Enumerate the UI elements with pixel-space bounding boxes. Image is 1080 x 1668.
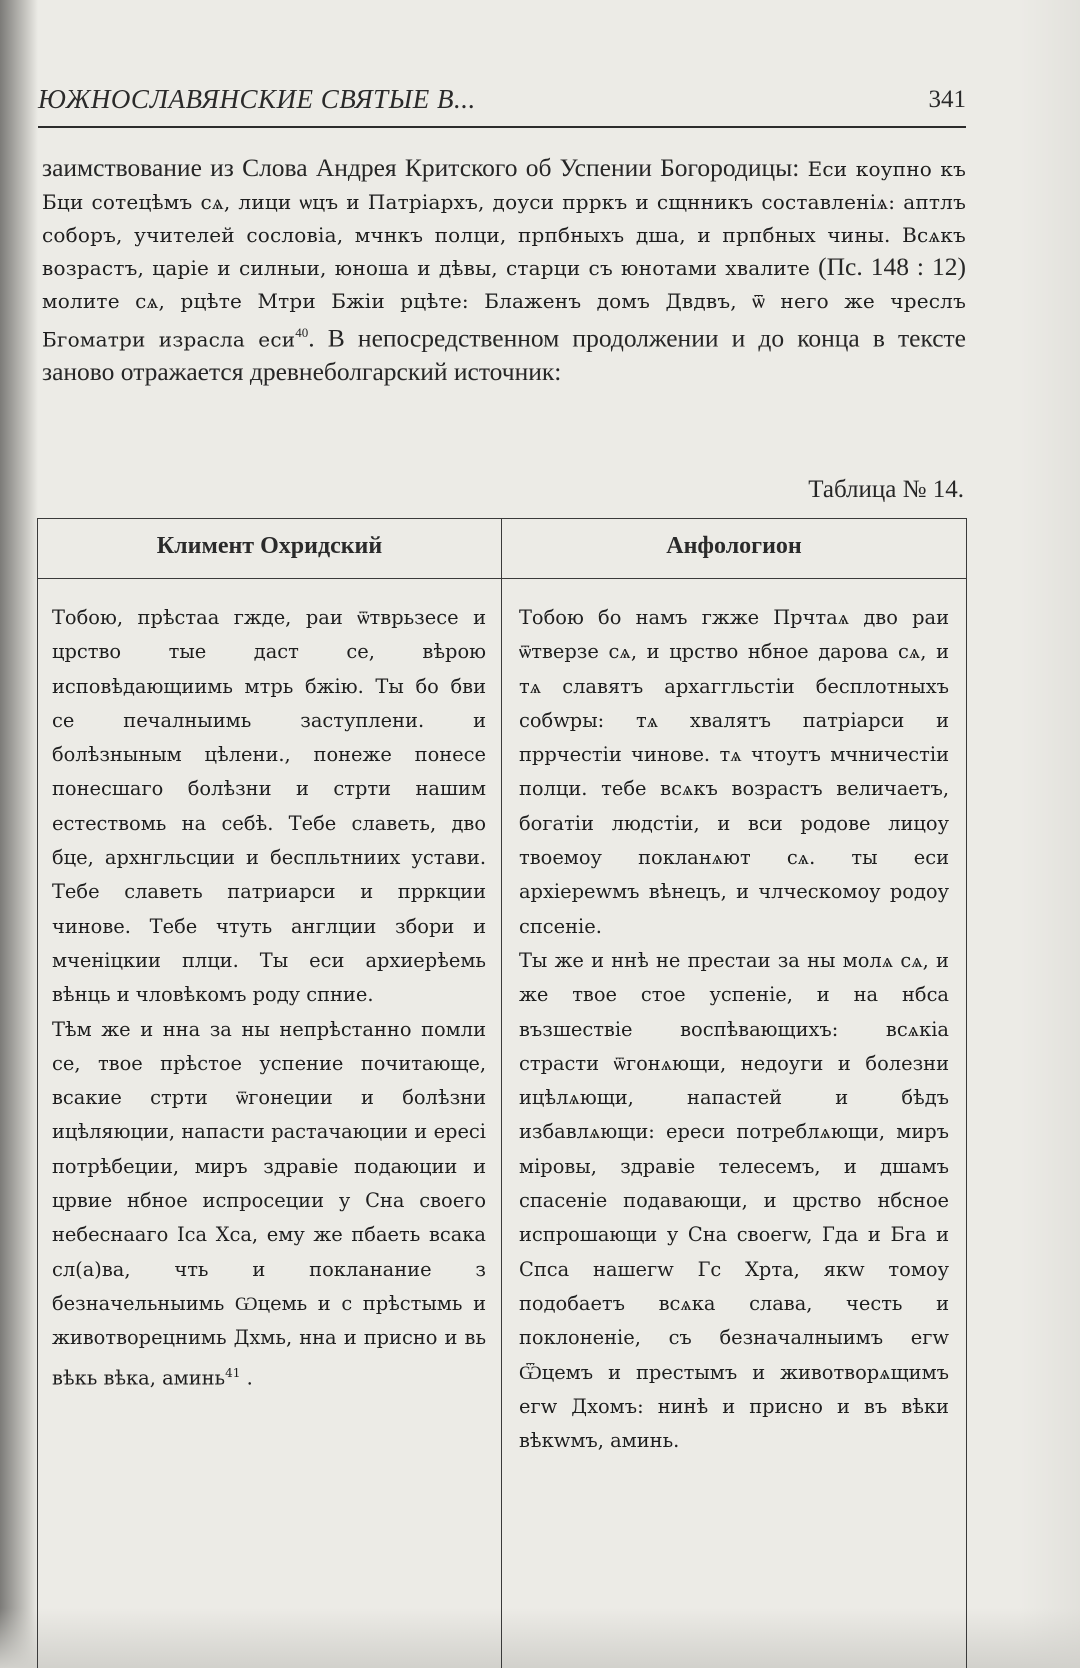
header-rule <box>38 578 966 579</box>
column-header-kliment: Климент Охридский <box>156 533 383 559</box>
page-gutter-shadow <box>0 0 38 1668</box>
anfologion-paragraph-2: Ты же и ннѣ не престаи за ны молѧ сѧ, и же твое стое успеніе, и на нбса възшествіе воспѣвающихъ: всѧкіа страсти ѿгонѧющи, недоуги и болезни ицѣлѧющи, напастей и бѣдъ избавлѧющи: ереси потреблѧющи, миръ міровы, здравіе телесемъ, и дшамъ спасеніе подавающи, и црство нбсное испрошающи у Сна своегw, Гда и Бга и Спса нашегw Гс Хрта, якw томоу подобаетъ всѧка слава, честь и поклоненіе, съ безначалныимъ егw Ѿцемъ и престымъ и животворѧщимъ егw Дхомъ: нинѣ и присно и въ вѣки вѣкwмъ, аминь. <box>519 948 949 1453</box>
running-title: ЮЖНОСЛАВЯНСКИЕ СВЯТЫЕ В... <box>38 84 476 114</box>
psalm-reference: (Пс. 148 : 12) <box>818 252 967 281</box>
column-header-anfologion: Анфологион <box>666 533 802 559</box>
kliment-paragraph-1: Тобою, прѣстаа гжде, раи ѿтврьзесе и црство тые даст се, вѣрою исповѣдающиимь мтрь бжію. Ты бо бви се печалныимь заступлени. и болѣзныным цѣлени., понеже понесе понесшаго болѣзни и стрти нашим естествомь на себѣ. Тебе славеть, дво бце, архнгльсции и беспльтниих устави. Тебе славеть патриарси и прркции чинове. Тебе чтуть англции збори и мченіцкии плци. Ты еси архиерѣемь вѣнць и чловѣкомъ роду спние. <box>52 606 486 1007</box>
intro-closing-text: . В непосредственном продолжении и до конца в тексте заново отражается древнеболгарский источник: <box>42 323 966 386</box>
footnote-marker: 40 <box>295 325 309 340</box>
page-number: 341 <box>928 86 966 113</box>
page-header <box>38 80 966 128</box>
footnote-marker-41: 41 <box>225 1365 241 1380</box>
cell-anfologion-text <box>519 601 949 1458</box>
page-edge-shade <box>1020 0 1080 1668</box>
kliment-paragraph-2: Тѣм же и нна за ны непрѣстанно помли се, твое прѣстое успение почитающе, всакие стрти ѿгонеции и болѣзни ицѣляюции, напасти растачаюции и ересі потрѣбеции, миръ здравіе подаюции и црвие нбное испросеции у Сна своего небеснааго Ісa Хса, ему же пбаеть всака сл(а)ва, чть и покланание з безначельныимь Ѡцемь и с прѣстымь и животворецнимь Дхмь, нна и присно и вь вѣкь вѣка, аминь <box>52 1017 486 1389</box>
column-divider <box>501 519 502 1668</box>
intro-lead-text: заимствование из Слова Андрея Критского об Успении Богородицы: <box>42 153 800 182</box>
comparison-table <box>37 518 967 1668</box>
church-slavonic-quote-continued: молите сѧ, рцѣте Мтри Бжіи рцѣте: Блаженъ домъ Двдвъ, ѿ него же чреслъ Бгоматри израсла еси <box>42 289 966 352</box>
table-caption: Таблица № 14. <box>808 476 964 503</box>
kliment-end-punctuation: . <box>246 1366 253 1389</box>
church-slavonic-quote: Еси коупно къ Бци сотецѣмъ сѧ, лици ѡцъ и Патріархъ, доуси прркъ и сщнникъ составленіѧ: аптлъ соборъ, учителей сословіа, мчнкъ полци, прпбныхъ дша, и прпбных чины. Всѧкъ возрастъ, царіе и силныи, юноша и дѣвы, старци съ юнотами хвалите <box>42 157 967 280</box>
anfologion-paragraph-1: Тобою бо намъ гжже Прчтаѧ дво раи ѿтверзе сѧ, и црство нбное дарова сѧ, и тѧ славятъ архаггльстіи бесплотныхъ собwры: тѧ хвалятъ патріарси и пррчестіи чинове. тѧ чтоутъ мчничестіи полци. тебе всѧкъ возрастъ величаетъ, богатіи людстіи, и вси родове лицоу твоемоу покланѧют сѧ. ты еси архіереwмъ вѣнецъ, и члческомоу родоу спсеніе. <box>519 606 949 938</box>
intro-paragraph <box>42 152 966 388</box>
cell-kliment-text <box>52 601 486 1395</box>
